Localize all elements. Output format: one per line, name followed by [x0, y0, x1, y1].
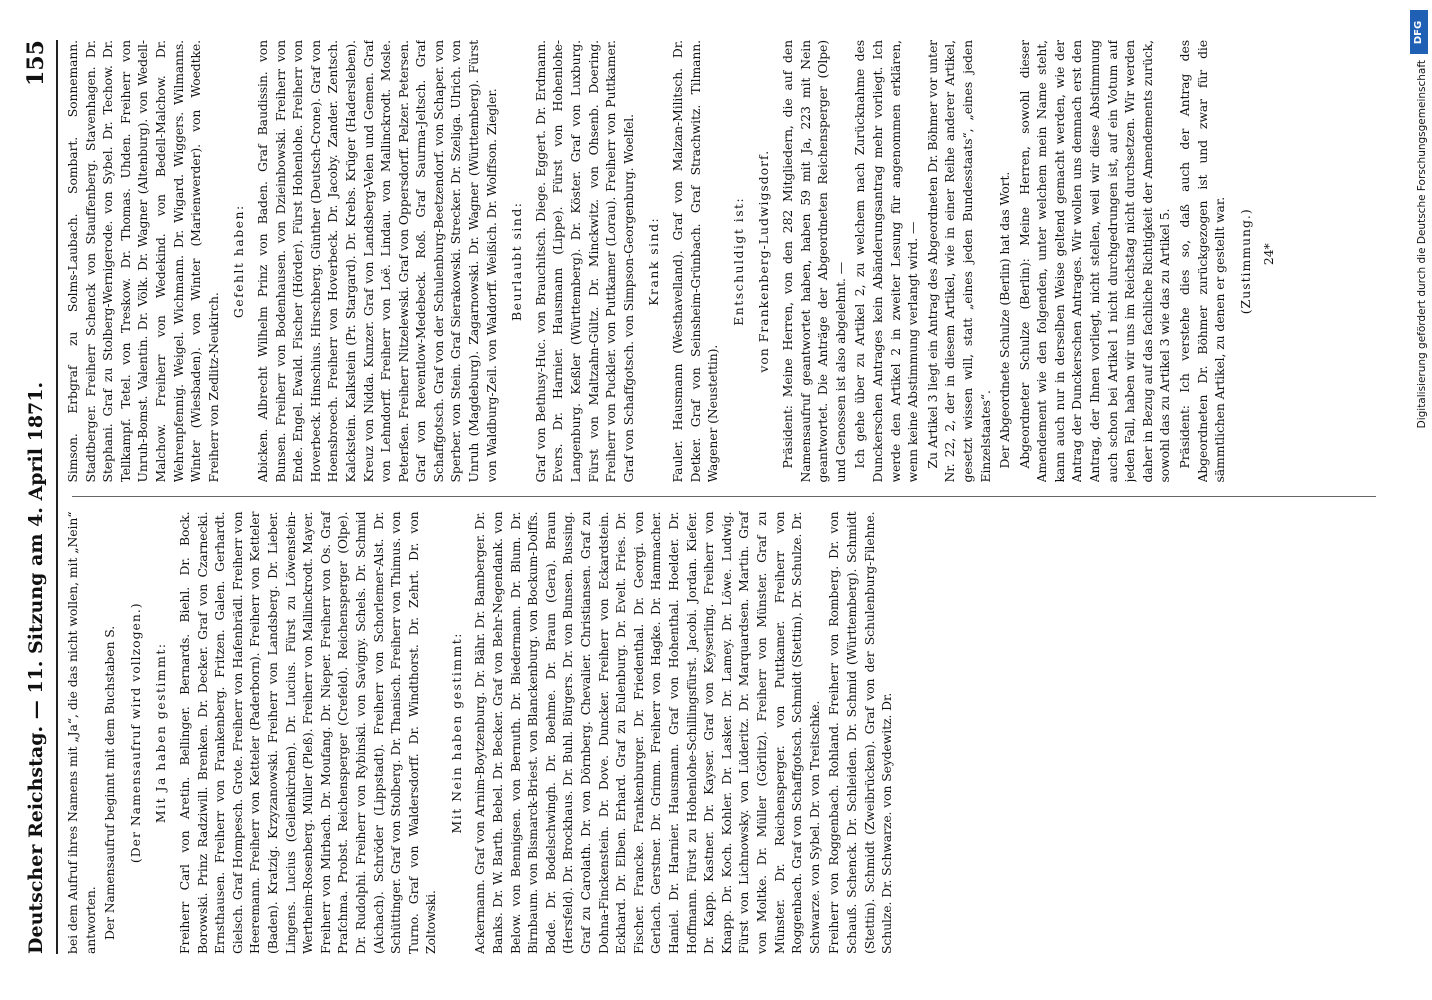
approval-note: (Zustimmung.): [1237, 208, 1253, 315]
sick-names: Fauler. Hausmann (Westhavelland). Graf von Malzan-Militsch. Dr. Detker. Graf von Seinsheim-Grünbach. Graf Strachwitz. Tilmann. Wagener (Neustettin).: [670, 40, 721, 483]
intro-paragraph-1: bei dem Aufruf ihres Namens mit „Ja“, die das nicht wollen, mit „Nein“ antworten.: [65, 511, 98, 954]
president-statement-5: Präsident: Ich verstehe dies so, daß auch der Antrag des Abgeordneten Dr. Böhmer zurückgezogen ist und zwar für die sämmtlichen Artikel, zu denen er gestellt war.: [1177, 40, 1228, 483]
header-running-title: Deutscher Reichstag. — 11. Sitzung am 4. April 1871.: [25, 381, 47, 954]
excused-names: von Frankenberg-Ludwigsdorf.: [756, 149, 772, 373]
dfg-logo: [1410, 10, 1428, 54]
nein-heading: Mit Nein haben gestimmt:: [448, 632, 464, 834]
leave-names: Graf von Bethusy-Huc. von Brauchitsch. Diege. Eggert. Dr. Erdmann. Evers. Dr. Harnier. Hausmann (Lippe). Fürst von Hohenlohe-Langenburg. Keßler (Württemberg). Dr. Köster. Graf von Luxburg. Fürst von Maltzahn-Gültz. Dr. Minckwitz. von Ohsenb. Doering. Freiherr von Puckler. von Puttkamer (Lorau). Freiherr von Puttkamer. Graf von Schaffgotsch. von Simpson-Georgenburg. Woelfel.: [532, 40, 636, 483]
intro-paragraph-2: Der Namensaufruf beginnt mit dem Buchstaben S.: [102, 625, 118, 940]
roll-call-note: (Der Namensaufruf wird vollzogen.): [127, 602, 143, 864]
president-statement-1: Präsident: Meine Herren, von den 282 Mitgliedern, die auf den Namensaufruf geantwortet haben, haben 59 mit Ja, 223 mit Nein geantwortet. Die Anträge der Abgeordneten Reichensperger (Olpe) und Genossen ist also abgelehnt. —: [779, 40, 848, 483]
excused-heading: Entschuldigt ist:: [730, 196, 746, 326]
president-statement-2: Ich gehe über zu Artikel 2, zu welchem nach Zurücknahme des Dunckerschen Antrages kein Abänderungsantrag mehr vorliegt. Ich werde den Artikel 2 in zweiter Lesung für angenommen erklären, wenn keine Abstimmung verlangt wird. —: [852, 40, 921, 483]
column-divider: [72, 497, 1376, 498]
absent-names: Abicken. Albrecht Wilhelm Prinz von Baden. Graf Baudissin. von Bunsen. Freiherr von Bodenhausen. von Dzieinbowski. Freiherr von Ende. Engel. Ewald. Fischer (Hörder). Fürst Hohenlohe. Freiherr von Hoverbeck. Hinschius. Hirschberg. Günther (Deutsch-Crone). Graf von Hoensbroech. Freiherr von Hoverbeck. Dr. Jacoby. Zander. Zentsch. Kalckstein. Kalkstein (Pr. Stargard). Dr. Krebs. Krüger (Hadersleben). Kreuz von Nidda. Kunzer. Graf von Landsberg-Velen und Gemen. Graf von Lehndorff. Freiherr von Loë. Lindau. von Mallinckrodt. Mosle. Peterßen. Freiherr Nitzelewski. Graf von Oppersdorff. Pelzer. Petersen. Graf von Reventlow-Medebeck. Roß. Graf Saurma-Jeltsch. Graf Schaffgotsch. Graf von der Schulenburg-Beetzendorf. von Schaper. von Sperber. von Stein. Graf Sierakowski. Strecker. Dr. Szeliga. Ulrich. von Unruh (Magdeburg). Zagarnowski. Dr. Wagner (Württemberg). Fürst von Waldburg-Zeil. von Waldorff. Weißich. Dr. Wolffson. Ziegler.: [254, 40, 499, 483]
page-number: 155: [23, 40, 49, 86]
nein-names-continued: Simson. Erbgraf zu Solms-Laubach. Sombart. Sonnemann. Stadtberger. Freiherr Schenck von Stauffenberg. Stavenhagen. Dr. Stephani. Graf zu Stolberg-Wernigerode. von Sybel. Dr. Techow. Dr. Tellkampf. Tetel. von Treskow. Dr. Thomas. Uhden. Freiherr von Unruh-Bomst. Valentin. Dr. Völk. Dr. Wagner (Altenburg). von Wedell-Malchow. Freiherr von Wedekind. von Bedell-Malchow. Dr. Wehrenpfennig. Weigel. Wichmann. Dr. Wigard. Wiggers. Wilmanns. Winter (Wiesbaden). von Winter (Marienwerder). von Woedtke. Freiherr von Zedlitz-Neukirch.: [65, 40, 221, 483]
ja-names: Freiherr Carl von Aretin. Bellinger. Bernards. Biehl. Dr. Bock. Borowski. Prinz Radziwill. Brenken. Dr. Decker. Graf von Czarnecki. Ernsthausen. Freiherr von Frankenberg. Fritzen. Galen. Gerhardt. Gielsch. Graf Hompesch. Grote. Freiherr von Hafenbrädl. Freiherr von Heeremann. Freiherr von Ketteler (Paderborn). Freiherr von Ketteler (Baden). Kratzig. Krzyzanowski. Freiherr von Landsberg. Dr. Lieber. Lingens. Lucius (Geilenkirchen). Dr. Lucius. Fürst zu Löwenstein-Wertheim-Rosenberg. Müller (Pleß). Freiherr von Mallinckrodt. Mayer. Freiherr von Mirbach. Dr. Moufang. Dr. Nieper. Freiherr von Os. Graf Prafchma. Probst. Reichensperger (Crefeld). Reichensperger (Olpe). Dr. Rudolphi. Freiherr von Rybinski. von Savigny. Schels. Dr. Schmid (Aichach). Schröder (Lippstadt). Freiherr von Schorlemer-Alst. Dr. Schüttinger. Graf von Stolberg. Dr. Thanisch. Freiherr von Thimus. von Turno. Graf von Waldersdorff. Dr. Windthorst. Dr. Zehrt. Dr. von Zoltowski.: [176, 511, 439, 954]
digitization-note: [1404, 0, 1432, 1000]
signature-mark: 24*: [1261, 243, 1277, 266]
president-statement-3: Zu Artikel 3 liegt ein Antrag des Abgeordneten Dr. Böhmer vor unter Nr. 22, 2, der in diesem Artikel, wie in einer Reihe anderer Artikel, gesetzt wissen will, statt „eines jeden Bundesstaats“, „eines jeden Einzelstaates“.: [924, 40, 993, 483]
president-statement-4: Der Abgeordnete Schulze (Berlin) hat das Wort.: [997, 171, 1013, 469]
leave-heading: Beurlaubt sind:: [509, 201, 525, 321]
schulze-speech: Abgeordneter Schulze (Berlin): Meine Herren, sowohl dieser Amendement wie den folgenden, unter welchem mein Name steht, kann auch nur in derselben Weise geltend gemacht werden, wie der Antrag der Dunckerschen Antrages. Wir wollen uns demnach erst den Antrag, der Ihnen vorliegt, nicht stellen, weil wir diese Abstimmung auch schon bei Artikel 1 nicht durchgedrungen ist, auf ein Votum auf jeden Fall, haben wir uns im Reichstag nicht durchsetzen. Wir werden daher in Bezug auf das fachliche Richtigkeit der Amendements zurück, sowohl das zu Artikel 3 wie das zu Artikel 5.: [1016, 40, 1173, 483]
digitization-text: Digitalisierung gefördert durch die Deutsche Forschungsgemeinschaft: [1416, 60, 1428, 429]
header-rule: [56, 40, 58, 954]
dfg-logo-text: DFG: [1413, 20, 1425, 44]
page-header: [18, 40, 54, 954]
left-column: [64, 512, 1376, 955]
absent-heading: Gefehlt haben:: [231, 204, 247, 319]
right-column: [64, 40, 1376, 483]
nein-names: Ackermann. Graf von Arnim-Boytzenburg. Dr. Bähr. Dr. Bamberger. Dr. Banks. Dr. W. Barth. Bebel. Dr. Becker. Graf von Behr-Negendank. von Below. von Bennigsen. von Bernuth. Dr. Biedermann. Dr. Blum. Dr. Birnbaum. von Bismarck-Briest. von Blanckenburg. von Bockum-Dolffs. Bode. Dr. Bodelschwingh. Dr. Boehme. Dr. Braun (Gera). Braun (Hersfeld). Dr. Brockhaus. Dr. Buhl. Bürgers. Dr. von Bunsen. Bussing. Graf zu Carolath. Dr. von Dörnberg. Chevalier. Christiansen. Graf zu Dohna-Finckenstein. Dr. Dove. Duncker. Freiherr von Eckardstein. Eckhard. Dr. Elben. Erhard. Graf zu Eulenburg. Dr. Evelt. Fries. Dr. Fischer. Francke. Frankenburger. Dr. Friedenthal. Dr. Georgi. von Gerlach. Gerstner. Dr. Grimm. Freiherr von Hagke. Dr. Hammacher. Haniel. Dr. Harnier. Hausmann. Graf von Hohenthal. Hoelder. Dr. Hoffmann. Fürst zu Hohenlohe-Schillingsfürst. Jacobi. Jordan. Kiefer. Dr. Kapp. Kastner. Dr. Kayser. Graf von Keyserling. Freiherr von Knapp. Dr. Koch. Kohler. Dr. Lasker. Dr. Lamey. Dr. Löwe. Ludwig. Fürst von Lichnowsky. von Lüderitz. Dr. Marquardsen. Martin. Graf von Moltke. Dr. Müller (Görlitz). Freiherr von Münster. Graf zu Münster. Dr. Reichensperger. von Puttkamer. Freiherr von Roggenbach. Graf von Schaffgotsch. Schmidt (Stettin). Dr. Schulze. Dr. Schwarze. von Sybel. Dr. von Treitschke.: [472, 511, 822, 954]
ja-heading: Mit Ja haben gestimmt:: [153, 642, 169, 824]
text-columns: [64, 40, 1376, 954]
sick-heading: Krank sind:: [646, 216, 662, 306]
nein-names-tail: Freiherr von Roggenbach. Rohland. Freiherr von Romberg. Dr. von Schauß. Schenck. Dr. Schleiden. Dr. Schmid (Württemberg). Schmidt (Stettin). Schmidt (Zweibrücken). Graf von der Schulenburg-Filehne. Schulze. Dr. Schwarze. von Seydewitz. Dr.: [826, 511, 895, 954]
